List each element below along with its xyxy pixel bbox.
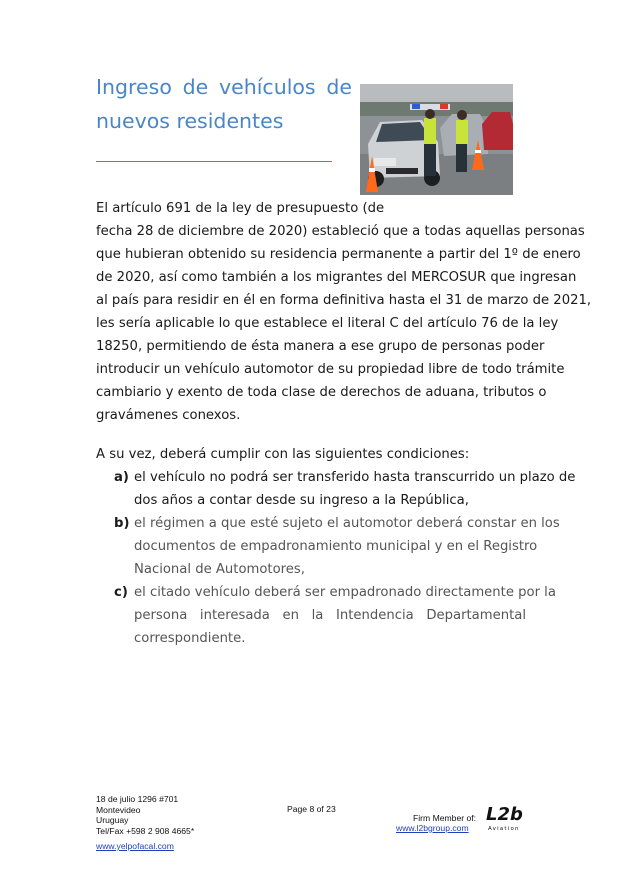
paragraph-line: al país para residir en él en forma definitiva hasta el 31 de marzo de 2021, bbox=[96, 293, 592, 308]
paragraph-line: de 2020, así como también a los migrantes del MERCOSUR que ingresan bbox=[96, 270, 577, 285]
firm-website-link[interactable]: www.l2bgroup.com bbox=[396, 823, 469, 833]
firm-member-label: Firm Member of: bbox=[413, 813, 477, 823]
title-underline bbox=[96, 161, 332, 162]
footer-website-link[interactable]: www.yelpofacal.com bbox=[96, 841, 174, 851]
condition-item-b bbox=[114, 512, 560, 581]
condition-line: el citado vehículo deberá ser empadronado directamente por la bbox=[134, 585, 556, 600]
footer-address-line: 18 de julio 1296 #701 bbox=[96, 794, 179, 804]
title-line-1: Ingreso de vehículos de bbox=[96, 75, 352, 99]
condition-line: persona interesada en la Intendencia Departamental bbox=[134, 608, 526, 623]
police-checkpoint-photo bbox=[360, 84, 513, 195]
condition-letter: b) bbox=[114, 516, 130, 531]
logo-subtext: Aviation bbox=[488, 826, 520, 832]
footer-phone: Tel/Fax +598 2 908 4665* bbox=[96, 825, 195, 836]
title-line-2: nuevos residentes bbox=[96, 109, 284, 133]
footer-website-wrap bbox=[96, 841, 174, 852]
page-title bbox=[96, 70, 352, 138]
condition-item-c bbox=[114, 581, 556, 650]
condition-line: dos años a contar desde su ingreso a la República, bbox=[134, 493, 469, 508]
paragraph-article-691 bbox=[96, 197, 592, 427]
logo-text: L2b bbox=[486, 804, 523, 825]
condition-line: correspondiente. bbox=[134, 631, 246, 646]
condition-item-a bbox=[114, 466, 576, 512]
footer-address-line: Montevideo bbox=[96, 804, 141, 815]
conditions-intro bbox=[96, 443, 526, 466]
condition-line: Nacional de Automotores, bbox=[134, 562, 305, 577]
paragraph-line: fecha 28 de diciembre de 2020) estableció que a todas aquellas personas bbox=[96, 224, 585, 239]
page-number: Page 8 of 23 bbox=[287, 804, 336, 814]
paragraph-line: que hubieran obtenido su residencia permanente a partir del 1º de enero bbox=[96, 247, 581, 262]
condition-line: el vehículo no podrá ser transferido hasta transcurrido un plazo de bbox=[134, 470, 576, 485]
paragraph-line: gravámenes conexos. bbox=[96, 408, 241, 423]
paragraph-line: les sería aplicable lo que establece el literal C del artículo 76 de la ley bbox=[96, 316, 559, 331]
condition-letter: a) bbox=[114, 470, 129, 485]
conditions-intro-text: A su vez, deberá cumplir con las siguientes condiciones: bbox=[96, 447, 470, 462]
l2b-logo bbox=[484, 800, 534, 832]
firm-link-wrap bbox=[396, 823, 469, 834]
condition-letter: c) bbox=[114, 585, 128, 600]
paragraph-line: El artículo 691 de la ley de presupuesto (de bbox=[96, 201, 385, 216]
conditions-list bbox=[114, 466, 576, 650]
footer-address-line: Uruguay bbox=[96, 815, 129, 825]
condition-line: el régimen a que esté sujeto el automotor deberá constar en los bbox=[134, 516, 560, 531]
footer-address bbox=[96, 794, 194, 836]
paragraph-line: introducir un vehículo automotor de su propiedad libre de todo trámite bbox=[96, 362, 565, 377]
paragraph-line: 18250, permitiendo de ésta manera a ese grupo de personas poder bbox=[96, 339, 545, 354]
paragraph-line: cambiario y exento de toda clase de derechos de aduana, tributos o bbox=[96, 385, 547, 400]
condition-line: documentos de empadronamiento municipal y en el Registro bbox=[134, 539, 538, 554]
